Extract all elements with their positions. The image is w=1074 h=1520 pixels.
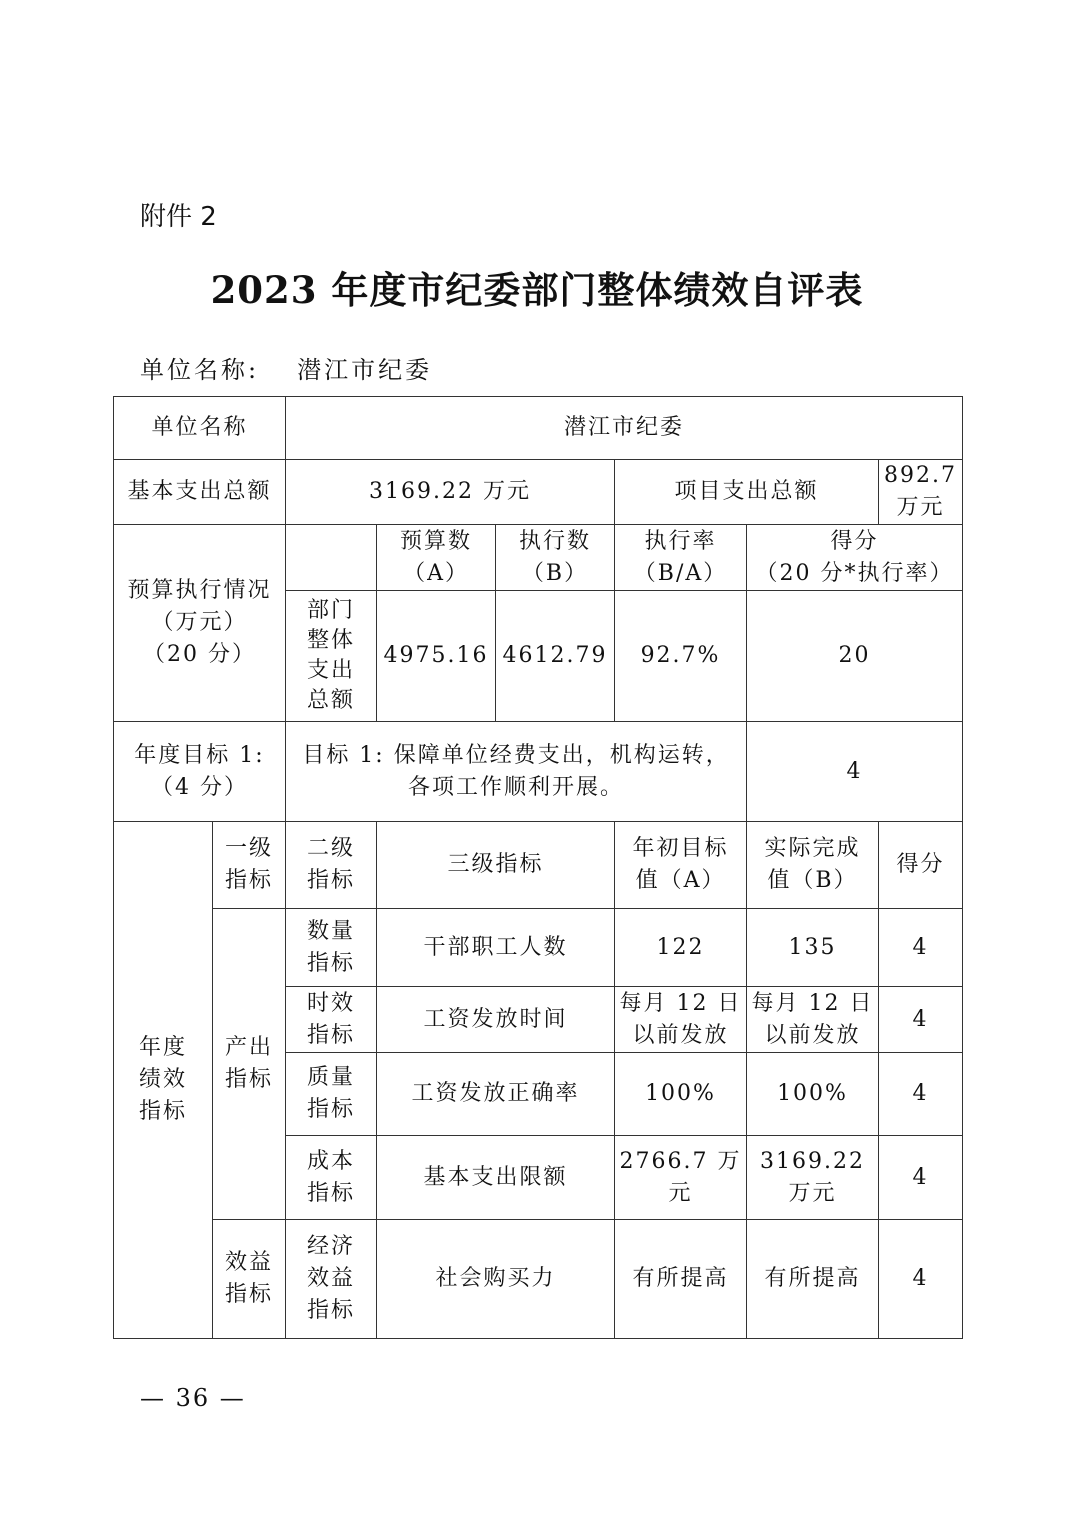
unit-line-value: 潜江市纪委	[297, 356, 433, 384]
head-exec-line1: 执行数	[519, 528, 592, 554]
unit-name-value: 潜江市纪委	[286, 397, 963, 460]
budget-section-label	[114, 525, 286, 722]
indicator-section-label: 年度绩效指标	[114, 822, 213, 1339]
actual-cell	[747, 987, 879, 1053]
level2-cell: 数量指标	[286, 909, 377, 987]
score-cell: 4	[879, 1220, 963, 1339]
budget-label-line2: （万元）	[151, 610, 248, 635]
target-cell	[615, 987, 747, 1053]
score-cell: 4	[879, 909, 963, 987]
head-actual	[747, 822, 879, 909]
score-cell: 4	[879, 987, 963, 1053]
row-goal1	[114, 722, 963, 822]
head-rate	[615, 525, 747, 591]
actual-line1: 3169.22	[760, 1148, 865, 1174]
target-line1: 有所提高	[632, 1266, 729, 1291]
goal1-text-line1: 目标 1: 保障单位经费支出，机构运转，	[302, 742, 730, 768]
goal1-text-line2: 各项工作顺利开展。	[408, 774, 625, 800]
unit-line	[140, 350, 432, 385]
budget-score-value: 20	[747, 591, 963, 722]
head-indicator-score: 得分	[879, 822, 963, 909]
budget-label-line1: 预算执行情况	[127, 578, 272, 603]
head-score	[747, 525, 963, 591]
level3-cell: 工资发放时间	[377, 987, 615, 1053]
table-row	[114, 1220, 963, 1339]
project-spend-label: 项目支出总额	[615, 460, 879, 525]
head-actual-line1: 实际完成	[764, 836, 861, 861]
budget-label-line3: （20 分）	[143, 642, 256, 667]
actual-line1: 每月 12 日	[751, 990, 874, 1016]
head-exec	[496, 525, 615, 591]
score-cell: 4	[879, 1053, 963, 1136]
head-level2: 二级指标	[286, 822, 377, 909]
head-rate-line1: 执行率	[644, 528, 717, 554]
actual-line1: 100%	[777, 1081, 848, 1106]
level3-cell: 工资发放正确率	[377, 1053, 615, 1136]
actual-line1: 135	[788, 934, 837, 960]
target-cell	[615, 1136, 747, 1220]
target-line1: 100%	[645, 1081, 716, 1106]
actual-line2: 以前发放	[764, 1022, 861, 1048]
unit-line-label: 单位名称:	[140, 356, 260, 384]
head-budget-line1: 预算数	[400, 528, 473, 554]
score-cell: 4	[879, 1136, 963, 1220]
group-benefit: 效益指标	[213, 1220, 286, 1339]
row-indicator-header	[114, 822, 963, 909]
unit-name-label: 单位名称	[114, 397, 286, 460]
head-budget-line2: （A）	[403, 560, 469, 586]
target-line1: 122	[656, 934, 705, 960]
actual-cell	[747, 909, 879, 987]
row-spending	[114, 460, 963, 525]
project-spend-value: 892.7 万元	[879, 460, 963, 525]
head-target	[615, 822, 747, 909]
target-cell	[615, 1220, 747, 1339]
annex-label: 附件 2	[140, 202, 217, 232]
level3-cell: 社会购买力	[377, 1220, 615, 1339]
goal1-label	[114, 722, 286, 822]
actual-cell	[747, 1220, 879, 1339]
goal1-score: 4	[747, 722, 963, 822]
target-line1: 每月 12 日	[619, 990, 742, 1016]
head-level1: 一级指标	[213, 822, 286, 909]
rate-value: 92.7%	[615, 591, 747, 722]
target-cell	[615, 909, 747, 987]
target-cell	[615, 1053, 747, 1136]
target-line2: 元	[668, 1180, 693, 1206]
table-row	[114, 909, 963, 987]
head-target-line1: 年初目标	[632, 836, 729, 861]
goal1-label-line2: （4 分）	[151, 774, 248, 800]
head-rate-line2: （B/A）	[633, 560, 728, 586]
actual-line1: 有所提高	[764, 1266, 861, 1291]
budget-value: 4975.16	[377, 591, 496, 722]
level2-cell: 质量指标	[286, 1053, 377, 1136]
group-output: 产出指标	[213, 909, 286, 1220]
basic-spend-label: 基本支出总额	[114, 460, 286, 525]
level2-cell: 时效指标	[286, 987, 377, 1053]
page-number: — 36 —	[140, 1384, 246, 1412]
head-actual-line2: 值（B）	[767, 868, 858, 893]
performance-table	[113, 396, 963, 1339]
exec-value: 4612.79	[496, 591, 615, 722]
level2-cell: 经济效益指标	[286, 1220, 377, 1339]
row-budget-header	[114, 525, 963, 591]
row-unit-name	[114, 397, 963, 460]
head-score-line1: 得分	[830, 528, 879, 554]
budget-header-blank	[286, 525, 377, 591]
head-target-line2: 值（A）	[635, 868, 726, 893]
level3-cell: 干部职工人数	[377, 909, 615, 987]
actual-cell	[747, 1053, 879, 1136]
head-score-line2: （20 分*执行率）	[755, 560, 954, 586]
head-exec-line2: （B）	[521, 560, 589, 586]
goal1-text	[286, 722, 747, 822]
target-line2: 以前发放	[632, 1022, 729, 1048]
actual-cell	[747, 1136, 879, 1220]
actual-line2: 万元	[788, 1180, 837, 1206]
level2-cell: 成本指标	[286, 1136, 377, 1220]
head-level3: 三级指标	[377, 822, 615, 909]
goal1-label-line1: 年度目标 1:	[134, 742, 265, 768]
page-title: 2023 年度市纪委部门整体绩效自评表	[210, 268, 864, 312]
basic-spend-value: 3169.22 万元	[286, 460, 615, 525]
head-budget	[377, 525, 496, 591]
level3-cell: 基本支出限额	[377, 1136, 615, 1220]
target-line1: 2766.7 万	[619, 1148, 742, 1174]
budget-item-label: 部门整体支出总额	[286, 591, 377, 722]
